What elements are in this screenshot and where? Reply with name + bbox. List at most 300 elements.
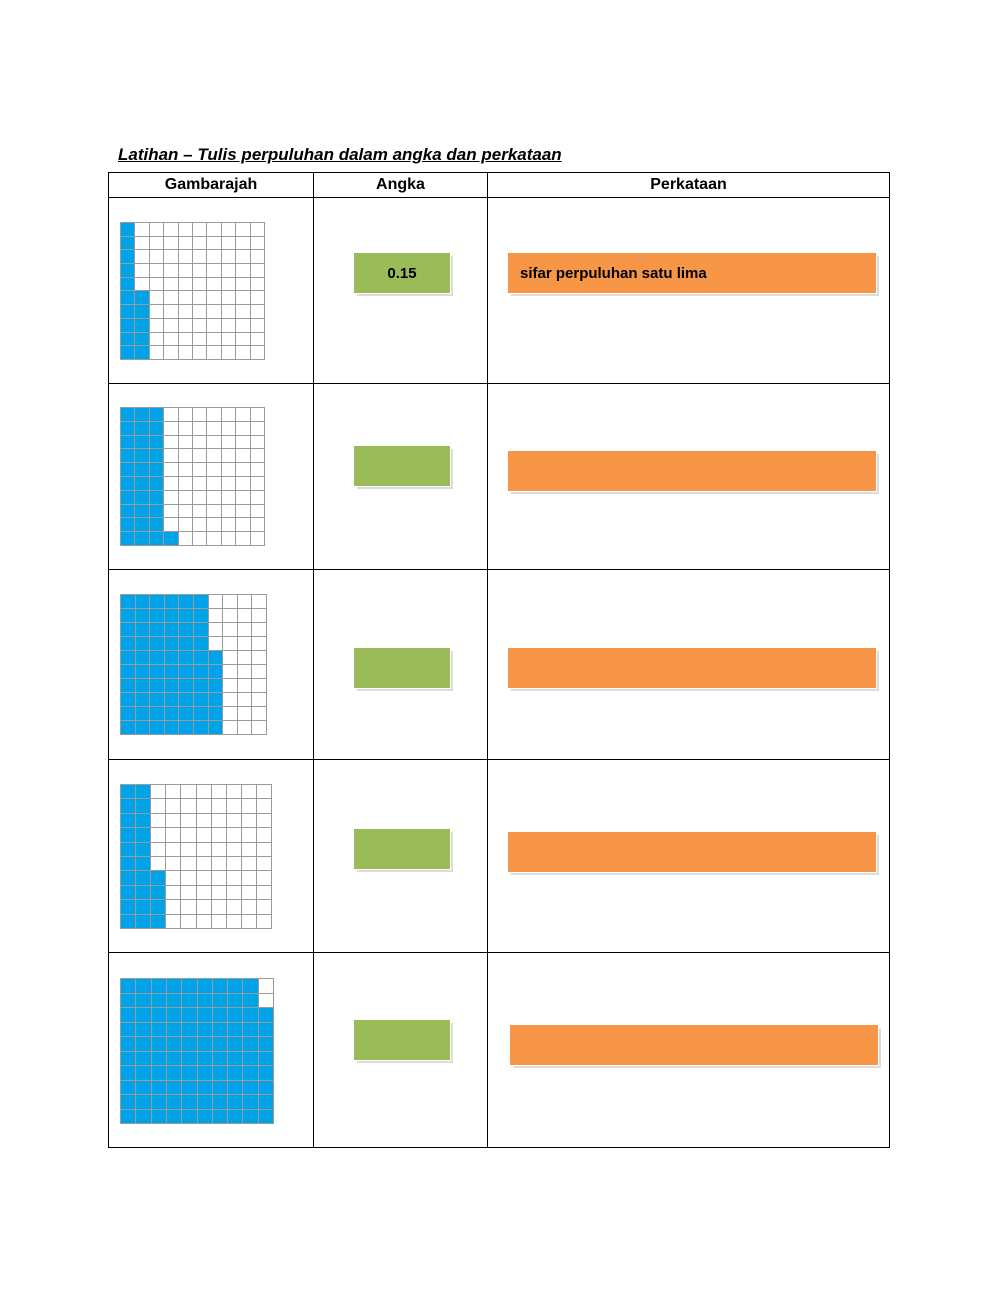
empty-square xyxy=(179,223,193,237)
empty-square xyxy=(227,886,242,900)
shaded-square xyxy=(213,1081,228,1096)
shaded-square xyxy=(121,463,135,477)
shaded-square xyxy=(179,679,194,693)
shaded-square xyxy=(198,1095,213,1110)
empty-square xyxy=(207,346,221,360)
empty-square xyxy=(252,637,267,651)
diagram-cell xyxy=(109,760,314,953)
shaded-square xyxy=(151,871,166,885)
shaded-square xyxy=(165,693,180,707)
shaded-square xyxy=(150,693,165,707)
empty-square xyxy=(193,319,207,333)
shaded-square xyxy=(135,333,149,347)
empty-square xyxy=(179,518,193,532)
shaded-square xyxy=(135,518,149,532)
shaded-square xyxy=(136,1008,151,1023)
empty-square xyxy=(166,915,181,929)
empty-square xyxy=(179,319,193,333)
shaded-square xyxy=(121,651,136,665)
diagram-cell xyxy=(109,570,314,760)
shaded-square xyxy=(194,679,209,693)
empty-square xyxy=(242,814,257,828)
shaded-square xyxy=(228,1095,243,1110)
empty-square xyxy=(150,237,164,251)
shaded-square xyxy=(167,1023,182,1038)
shaded-square xyxy=(165,721,180,735)
shaded-square xyxy=(167,1081,182,1096)
shaded-square xyxy=(165,623,180,637)
empty-square xyxy=(181,814,196,828)
header-gambarajah: Gambarajah xyxy=(109,173,314,198)
shaded-square xyxy=(121,843,136,857)
shaded-square xyxy=(136,665,151,679)
shaded-square xyxy=(213,1037,228,1052)
shaded-square xyxy=(151,886,166,900)
empty-square xyxy=(257,785,272,799)
empty-square xyxy=(223,707,238,721)
shaded-square xyxy=(121,994,136,1009)
empty-square xyxy=(179,491,193,505)
shaded-square xyxy=(209,693,224,707)
empty-square xyxy=(212,799,227,813)
empty-square xyxy=(197,915,212,929)
shaded-square xyxy=(194,623,209,637)
shaded-square xyxy=(136,814,151,828)
shaded-square xyxy=(182,1081,197,1096)
shaded-square xyxy=(259,1110,274,1125)
empty-square xyxy=(164,250,178,264)
words-answer-box[interactable] xyxy=(510,1025,878,1065)
shaded-square xyxy=(121,505,135,519)
shaded-square xyxy=(150,518,164,532)
empty-square xyxy=(223,721,238,735)
empty-square xyxy=(227,871,242,885)
empty-square xyxy=(135,237,149,251)
empty-square xyxy=(193,408,207,422)
shaded-square xyxy=(136,595,151,609)
empty-square xyxy=(197,843,212,857)
shaded-square xyxy=(121,665,136,679)
shaded-square xyxy=(198,1081,213,1096)
shaded-square xyxy=(121,1110,136,1125)
number-answer-box[interactable] xyxy=(354,446,450,486)
empty-square xyxy=(179,333,193,347)
shaded-square xyxy=(136,637,151,651)
shaded-square xyxy=(135,422,149,436)
empty-square xyxy=(151,799,166,813)
shaded-square xyxy=(135,505,149,519)
empty-square xyxy=(222,505,236,519)
shaded-square xyxy=(259,1066,274,1081)
words-answer-box[interactable] xyxy=(508,648,876,688)
empty-square xyxy=(236,505,250,519)
shaded-square xyxy=(228,1023,243,1038)
shaded-square xyxy=(198,1110,213,1125)
shaded-square xyxy=(136,707,151,721)
shaded-square xyxy=(194,707,209,721)
empty-square xyxy=(179,422,193,436)
shaded-square xyxy=(228,994,243,1009)
shaded-square xyxy=(179,665,194,679)
shaded-square xyxy=(167,1066,182,1081)
empty-square xyxy=(242,871,257,885)
shaded-square xyxy=(259,1037,274,1052)
number-answer-box[interactable]: 0.15 xyxy=(354,253,450,293)
number-cell xyxy=(314,384,488,570)
empty-square xyxy=(251,278,265,292)
shaded-square xyxy=(121,609,136,623)
shaded-square xyxy=(243,1081,258,1096)
empty-square xyxy=(150,291,164,305)
shaded-square xyxy=(121,1023,136,1038)
shaded-square xyxy=(243,1052,258,1067)
empty-square xyxy=(242,799,257,813)
empty-square xyxy=(181,900,196,914)
shaded-square xyxy=(121,250,135,264)
empty-square xyxy=(197,857,212,871)
shaded-square xyxy=(179,637,194,651)
shaded-square xyxy=(179,693,194,707)
empty-square xyxy=(207,333,221,347)
empty-square xyxy=(252,721,267,735)
shaded-square xyxy=(198,979,213,994)
shaded-square xyxy=(135,463,149,477)
shaded-square xyxy=(228,1110,243,1125)
shaded-square xyxy=(150,422,164,436)
shaded-square xyxy=(121,623,136,637)
empty-square xyxy=(251,477,265,491)
shaded-square xyxy=(135,346,149,360)
shaded-square xyxy=(165,665,180,679)
shaded-square xyxy=(121,1008,136,1023)
shaded-square xyxy=(194,595,209,609)
shaded-square xyxy=(121,491,135,505)
empty-square xyxy=(207,436,221,450)
shaded-square xyxy=(136,651,151,665)
shaded-square xyxy=(198,1037,213,1052)
empty-square xyxy=(193,449,207,463)
shaded-square xyxy=(259,1008,274,1023)
shaded-square xyxy=(209,665,224,679)
shaded-square xyxy=(151,900,166,914)
shaded-square xyxy=(135,491,149,505)
shaded-square xyxy=(209,707,224,721)
shaded-square xyxy=(136,799,151,813)
empty-square xyxy=(207,305,221,319)
empty-square xyxy=(179,477,193,491)
empty-square xyxy=(166,857,181,871)
empty-square xyxy=(207,532,221,546)
empty-square xyxy=(193,436,207,450)
empty-square xyxy=(257,828,272,842)
empty-square xyxy=(207,223,221,237)
empty-square xyxy=(227,785,242,799)
empty-square xyxy=(179,436,193,450)
empty-square xyxy=(212,857,227,871)
empty-square xyxy=(212,915,227,929)
shaded-square xyxy=(228,1037,243,1052)
shaded-square xyxy=(121,237,135,251)
empty-square xyxy=(207,237,221,251)
empty-square xyxy=(251,291,265,305)
shaded-square xyxy=(121,814,136,828)
shaded-square xyxy=(243,1023,258,1038)
shaded-square xyxy=(152,1008,167,1023)
shaded-square xyxy=(150,721,165,735)
empty-square xyxy=(179,237,193,251)
shaded-square xyxy=(135,449,149,463)
empty-square xyxy=(223,693,238,707)
shaded-square xyxy=(135,477,149,491)
empty-square xyxy=(251,491,265,505)
empty-square xyxy=(193,491,207,505)
shaded-square xyxy=(135,305,149,319)
shaded-square xyxy=(150,436,164,450)
shaded-square xyxy=(121,1066,136,1081)
shaded-square xyxy=(179,595,194,609)
shaded-square xyxy=(136,785,151,799)
empty-square xyxy=(257,843,272,857)
empty-square xyxy=(222,278,236,292)
empty-square xyxy=(212,843,227,857)
empty-square xyxy=(238,707,253,721)
empty-square xyxy=(197,828,212,842)
words-answer-box[interactable] xyxy=(508,832,876,872)
shaded-square xyxy=(121,278,135,292)
empty-square xyxy=(164,264,178,278)
empty-square xyxy=(164,436,178,450)
shaded-square xyxy=(152,1095,167,1110)
empty-square xyxy=(181,915,196,929)
header-angka: Angka xyxy=(314,173,488,198)
empty-square xyxy=(227,828,242,842)
empty-square xyxy=(238,721,253,735)
shaded-square xyxy=(165,595,180,609)
shaded-square xyxy=(167,979,182,994)
shaded-square xyxy=(152,1066,167,1081)
shaded-square xyxy=(213,979,228,994)
shaded-square xyxy=(228,1052,243,1067)
shaded-square xyxy=(121,1081,136,1096)
shaded-square xyxy=(135,291,149,305)
shaded-square xyxy=(150,679,165,693)
empty-square xyxy=(223,637,238,651)
shaded-square xyxy=(259,1095,274,1110)
shaded-square xyxy=(243,1037,258,1052)
empty-square xyxy=(222,291,236,305)
shaded-square xyxy=(259,1023,274,1038)
empty-square xyxy=(212,828,227,842)
empty-square xyxy=(193,250,207,264)
shaded-square xyxy=(243,1008,258,1023)
empty-square xyxy=(238,665,253,679)
number-answer-box[interactable] xyxy=(354,648,450,688)
shaded-square xyxy=(121,532,135,546)
empty-square xyxy=(251,408,265,422)
empty-square xyxy=(227,814,242,828)
shaded-square xyxy=(121,828,136,842)
empty-square xyxy=(222,264,236,278)
empty-square xyxy=(193,223,207,237)
empty-square xyxy=(193,305,207,319)
empty-square xyxy=(179,305,193,319)
shaded-square xyxy=(228,1008,243,1023)
shaded-square xyxy=(194,637,209,651)
empty-square xyxy=(151,843,166,857)
empty-square xyxy=(252,679,267,693)
shaded-square xyxy=(165,609,180,623)
shaded-square xyxy=(182,1052,197,1067)
shaded-square xyxy=(121,518,135,532)
empty-square xyxy=(251,250,265,264)
shaded-square xyxy=(121,333,135,347)
empty-square xyxy=(236,333,250,347)
empty-square xyxy=(236,250,250,264)
empty-square xyxy=(222,491,236,505)
shaded-square xyxy=(164,532,178,546)
shaded-square xyxy=(121,637,136,651)
empty-square xyxy=(242,843,257,857)
shaded-square xyxy=(182,979,197,994)
empty-square xyxy=(227,799,242,813)
shaded-square xyxy=(121,693,136,707)
empty-square xyxy=(164,505,178,519)
shaded-square xyxy=(194,665,209,679)
shaded-square xyxy=(182,1110,197,1125)
shaded-square xyxy=(121,799,136,813)
shaded-square xyxy=(167,1008,182,1023)
empty-square xyxy=(207,477,221,491)
shaded-square xyxy=(121,422,135,436)
empty-square xyxy=(193,291,207,305)
empty-square xyxy=(151,828,166,842)
empty-square xyxy=(251,449,265,463)
shaded-square xyxy=(136,609,151,623)
empty-square xyxy=(197,900,212,914)
empty-square xyxy=(222,223,236,237)
empty-square xyxy=(164,491,178,505)
empty-square xyxy=(207,463,221,477)
shaded-square xyxy=(152,1052,167,1067)
hundred-grid xyxy=(120,784,272,929)
empty-square xyxy=(236,491,250,505)
empty-square xyxy=(251,436,265,450)
empty-square xyxy=(181,857,196,871)
empty-square xyxy=(223,623,238,637)
empty-square xyxy=(135,250,149,264)
empty-square xyxy=(223,609,238,623)
empty-square xyxy=(238,623,253,637)
empty-square xyxy=(179,463,193,477)
empty-square xyxy=(222,449,236,463)
empty-square xyxy=(164,463,178,477)
words-cell xyxy=(488,953,890,1148)
table-header-row xyxy=(109,173,890,198)
empty-square xyxy=(251,305,265,319)
empty-square xyxy=(179,291,193,305)
empty-square xyxy=(242,828,257,842)
shaded-square xyxy=(152,979,167,994)
empty-square xyxy=(164,237,178,251)
shaded-square xyxy=(209,679,224,693)
shaded-square xyxy=(136,857,151,871)
diagram-cell xyxy=(109,384,314,570)
shaded-square xyxy=(121,979,136,994)
shaded-square xyxy=(194,721,209,735)
shaded-square xyxy=(121,477,135,491)
empty-square xyxy=(193,346,207,360)
empty-square xyxy=(242,785,257,799)
shaded-square xyxy=(136,915,151,929)
empty-square xyxy=(209,623,224,637)
shaded-square xyxy=(198,994,213,1009)
empty-square xyxy=(193,333,207,347)
shaded-square xyxy=(150,609,165,623)
words-answer-box[interactable] xyxy=(508,451,876,491)
empty-square xyxy=(251,223,265,237)
empty-square xyxy=(212,785,227,799)
empty-square xyxy=(207,505,221,519)
empty-square xyxy=(236,422,250,436)
shaded-square xyxy=(121,785,136,799)
empty-square xyxy=(259,994,274,1009)
empty-square xyxy=(222,436,236,450)
empty-square xyxy=(164,305,178,319)
empty-square xyxy=(222,305,236,319)
shaded-square xyxy=(209,721,224,735)
shaded-square xyxy=(121,264,135,278)
empty-square xyxy=(179,408,193,422)
empty-square xyxy=(164,449,178,463)
empty-square xyxy=(223,665,238,679)
exercise-table xyxy=(108,172,890,1148)
empty-square xyxy=(236,264,250,278)
number-answer-box[interactable] xyxy=(354,1020,450,1060)
shaded-square xyxy=(167,1095,182,1110)
shaded-square xyxy=(213,1066,228,1081)
empty-square xyxy=(252,651,267,665)
shaded-square xyxy=(121,915,136,929)
shaded-square xyxy=(152,994,167,1009)
number-answer-box[interactable] xyxy=(354,829,450,869)
shaded-square xyxy=(194,693,209,707)
shaded-square xyxy=(213,994,228,1009)
shaded-square xyxy=(182,994,197,1009)
empty-square xyxy=(222,477,236,491)
shaded-square xyxy=(121,595,136,609)
empty-square xyxy=(181,886,196,900)
empty-square xyxy=(164,408,178,422)
shaded-square xyxy=(121,291,135,305)
empty-square xyxy=(207,408,221,422)
words-answer-box[interactable]: sifar perpuluhan satu lima xyxy=(508,253,876,293)
hundred-grid xyxy=(120,978,274,1124)
shaded-square xyxy=(150,491,164,505)
shaded-square xyxy=(150,463,164,477)
shaded-square xyxy=(121,305,135,319)
number-cell xyxy=(314,953,488,1148)
shaded-square xyxy=(179,707,194,721)
number-cell xyxy=(314,570,488,760)
shaded-square xyxy=(198,1052,213,1067)
shaded-square xyxy=(179,623,194,637)
shaded-square xyxy=(121,857,136,871)
empty-square xyxy=(236,305,250,319)
empty-square xyxy=(151,785,166,799)
shaded-square xyxy=(179,721,194,735)
empty-square xyxy=(166,900,181,914)
shaded-square xyxy=(150,637,165,651)
